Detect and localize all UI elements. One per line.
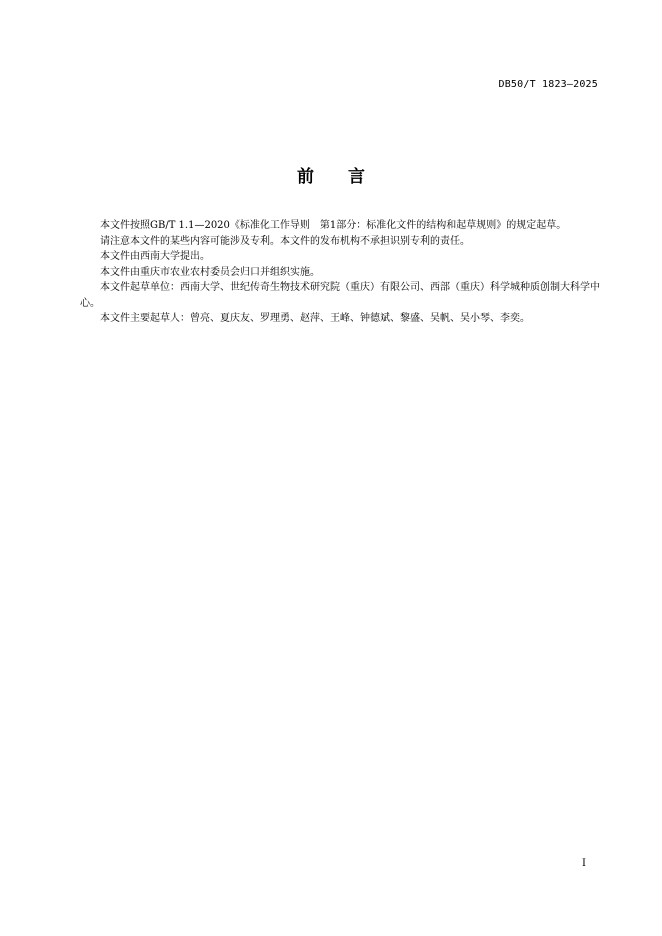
paragraph-proposer: 本文件由西南大学提出。 xyxy=(100,251,210,262)
paragraph-drafting-units: 本文件起草单位：西南大学、世纪传奇生物技术研究院（重庆）有限公司、西部（重庆）科学城种质创制大科学中心。 xyxy=(80,282,600,309)
foreword-body xyxy=(80,218,600,327)
document-code: DB50/T 1823—2025 xyxy=(498,79,598,90)
page-title-char-1: 前 xyxy=(297,167,314,187)
paragraph-drafting-rules: 本文件按照GB/T 1.1—2020《标准化工作导则 第1部分：标准化文件的结构和起草规则》的规定起草。 xyxy=(100,220,567,231)
page-number: I xyxy=(582,858,586,869)
paragraph-administrator: 本文件由重庆市农业农村委员会归口并组织实施。 xyxy=(100,266,320,278)
paragraph-drafters: 本文件主要起草人：曾亮、夏庆友、罗理勇、赵萍、王峰、钟德斌、黎盛、吴帆、吴小琴、李奕。 xyxy=(100,313,530,324)
page-title xyxy=(0,162,662,187)
paragraph-patent-notice: 请注意本文件的某些内容可能涉及专利。本文件的发布机构不承担识别专利的责任。 xyxy=(100,235,470,247)
page-title-char-2: 言 xyxy=(348,167,365,187)
